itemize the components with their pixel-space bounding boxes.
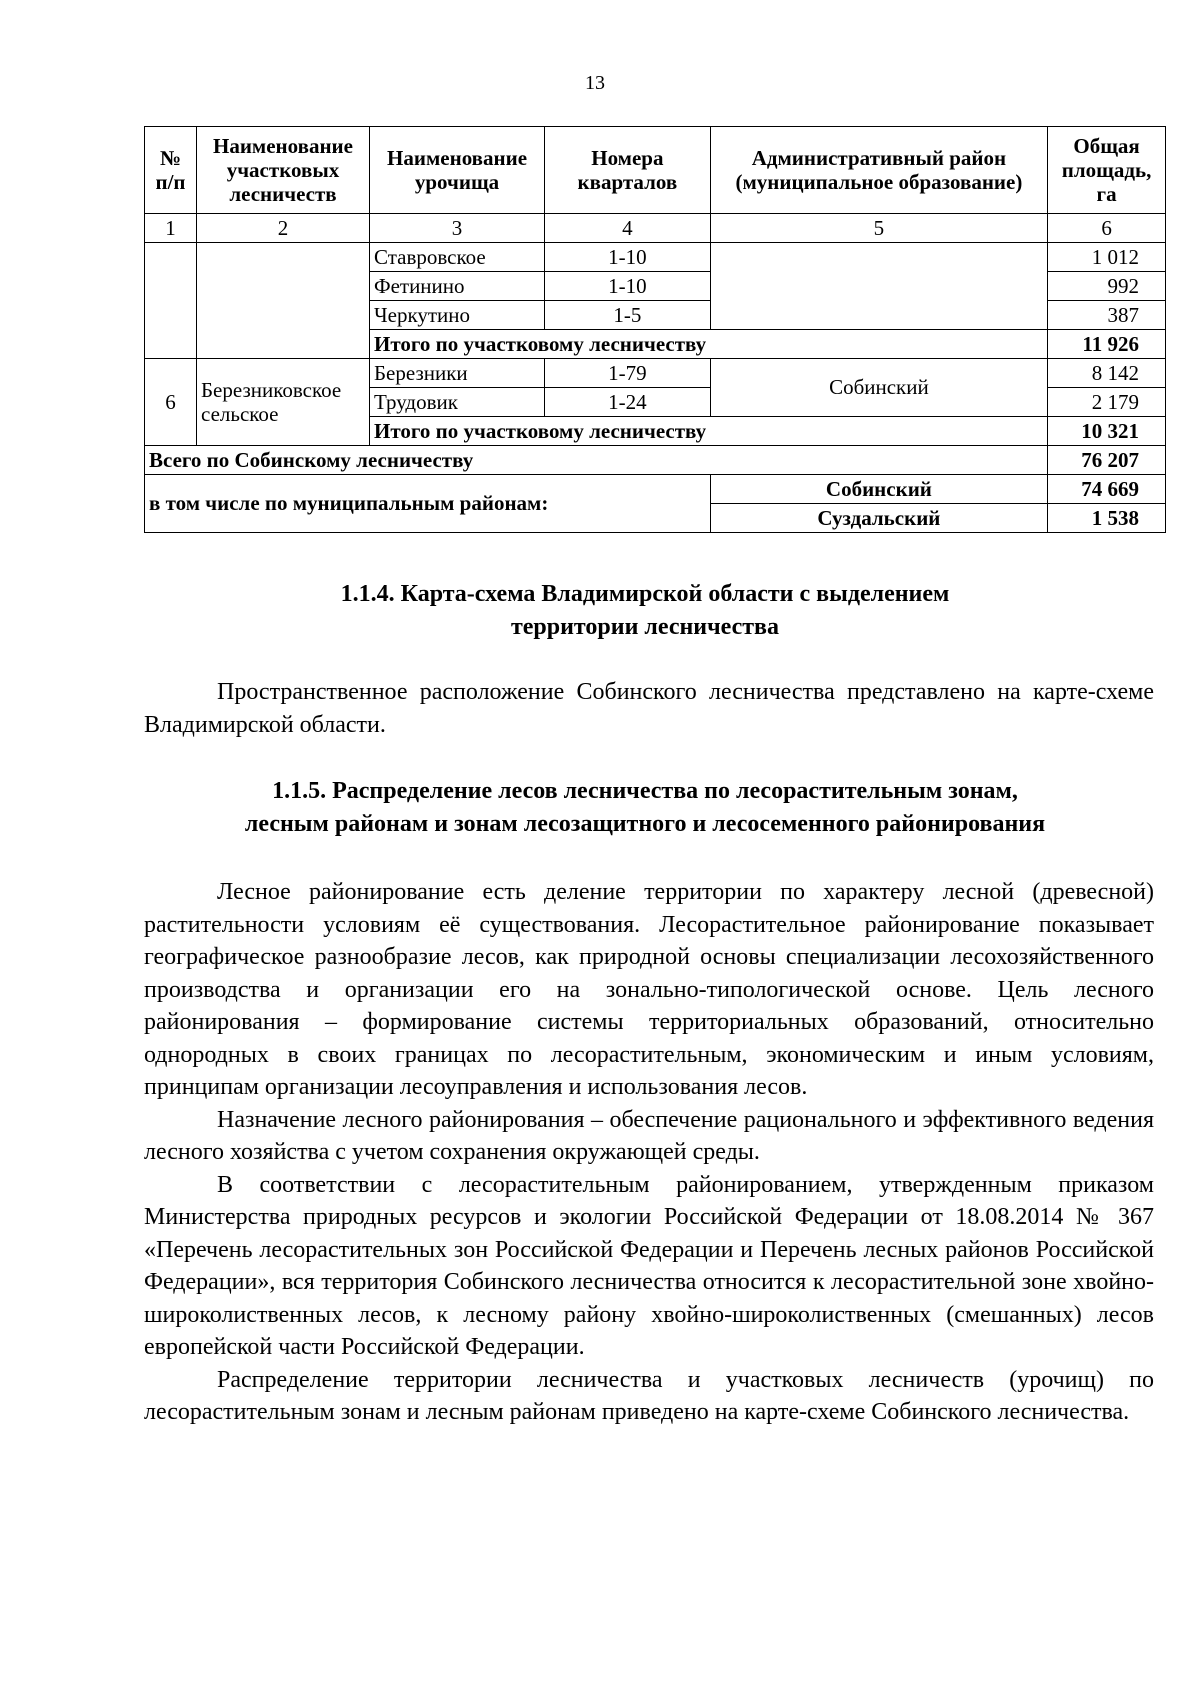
body-paragraph: Лесное районирование есть деление территории по характеру лесной (древесной) растительности условиям её существования. Лесорастительное районирование показывает географическое разнообразие лесов, как природной основы специализации лесохозяйственного производства и организации его на зонально-типологической основе. Цель лесного районирования – формирование системы территориальных образований, относительно однородных в своих границах по лесорастительным, экономическим и иным условиям, принципам организации лесоуправления и использования лесов.: [144, 879, 1154, 1100]
row-number: 6: [145, 359, 197, 446]
district-breakdown-label: в том числе по муниципальным районам:: [145, 475, 711, 533]
subtotal-area: 10 321: [1048, 417, 1166, 446]
section-115-body: [0, 876, 1154, 1429]
quarter-numbers: 1-5: [545, 301, 711, 330]
header-cell: № п/п: [145, 127, 197, 214]
heading-line: 1.1.4. Карта-схема Владимирской области с выделением: [340, 581, 950, 607]
quarter-numbers: 1-10: [545, 243, 711, 272]
body-paragraph: В соответствии с лесорастительным районированием, утвержденным приказом Министерства природных ресурсов и экологии Российской Федерации от 18.08.2014 № 367 «Перечень лесорастительных зон Российской Федерации и Перечень лесных районов Российской Федерации», вся территория Собинского лесничества относится к лесорастительной зоне хвойно-широколиственных лесов, к лесному району хвойно-широколиственных (смешанных) лесов европейской части Российской Федерации.: [144, 1171, 1154, 1360]
header-cell: Административный район (муниципальное образование): [710, 127, 1048, 214]
heading-line: территории лесничества: [510, 614, 780, 640]
subtotal-area: 11 926: [1048, 330, 1166, 359]
heading-line: лесным районам и зонам лесозащитного и лесосеменного районирования: [244, 811, 1046, 837]
column-number: 3: [369, 214, 544, 243]
column-number: 1: [145, 214, 197, 243]
body-paragraph: Распределение территории лесничества и участковых лесничеств (урочищ) по лесорастительным зонам и лесным районам приведено на карте-схеме Собинского лесничества.: [144, 1366, 1154, 1425]
quarter-numbers: 1-79: [545, 359, 711, 388]
district-name: Суздальский: [710, 504, 1048, 533]
column-number: 4: [545, 214, 711, 243]
tract-name: Черкутино: [369, 301, 544, 330]
tract-name: Ставровское: [369, 243, 544, 272]
area-value: 2 179: [1048, 388, 1166, 417]
header-cell: Общая площадь, га: [1048, 127, 1166, 214]
tract-name: Фетинино: [369, 272, 544, 301]
tract-name: Березники: [369, 359, 544, 388]
area-value: 992: [1048, 272, 1166, 301]
subtotal-label: Итого по участковому лесничеству: [369, 417, 1047, 446]
area-value: 8 142: [1048, 359, 1166, 388]
total-label: Всего по Собинскому лесничеству: [145, 446, 1048, 475]
column-number-row: [145, 214, 1166, 243]
forestry-name: Березниковское сельское: [197, 359, 370, 446]
area-value: 1 012: [1048, 243, 1166, 272]
header-cell: Номера кварталов: [545, 127, 711, 214]
table-row: [145, 243, 1166, 272]
area-value: 387: [1048, 301, 1166, 330]
table-header-row: [145, 127, 1166, 214]
quarter-numbers: 1-24: [545, 388, 711, 417]
section-114-paragraph: Пространственное расположение Собинского лесничества представлено на карте-схеме Владимирской области.: [144, 679, 1154, 738]
section-115-heading: [140, 775, 1150, 841]
empty-cell: [197, 243, 370, 359]
subtotal-label: Итого по участковому лесничеству: [369, 330, 1047, 359]
empty-cell: [710, 243, 1048, 330]
district-area: 1 538: [1048, 504, 1166, 533]
total-row: [145, 446, 1166, 475]
page-number: 13: [585, 72, 605, 94]
district-name: Собинский: [710, 475, 1048, 504]
district-breakdown-row: [145, 475, 1166, 504]
tract-name: Трудовик: [369, 388, 544, 417]
forest-area-table: [144, 126, 1166, 533]
total-area: 76 207: [1048, 446, 1166, 475]
header-cell: Наименование урочища: [369, 127, 544, 214]
table-row: [145, 359, 1166, 388]
quarter-numbers: 1-10: [545, 272, 711, 301]
empty-cell: [145, 243, 197, 359]
column-number: 5: [710, 214, 1048, 243]
district-area: 74 669: [1048, 475, 1166, 504]
body-paragraph: Назначение лесного районирования – обеспечение рационального и эффективного ведения лесного хозяйства с учетом сохранения окружающей среды.: [144, 1106, 1154, 1165]
district-name: Собинский: [710, 359, 1048, 417]
section-114-heading: [140, 578, 1150, 644]
column-number: 2: [197, 214, 370, 243]
heading-line: 1.1.5. Распределение лесов лесничества по лесорастительным зонам,: [272, 778, 1018, 804]
header-cell: Наименование участковых лесничеств: [197, 127, 370, 214]
column-number: 6: [1048, 214, 1166, 243]
